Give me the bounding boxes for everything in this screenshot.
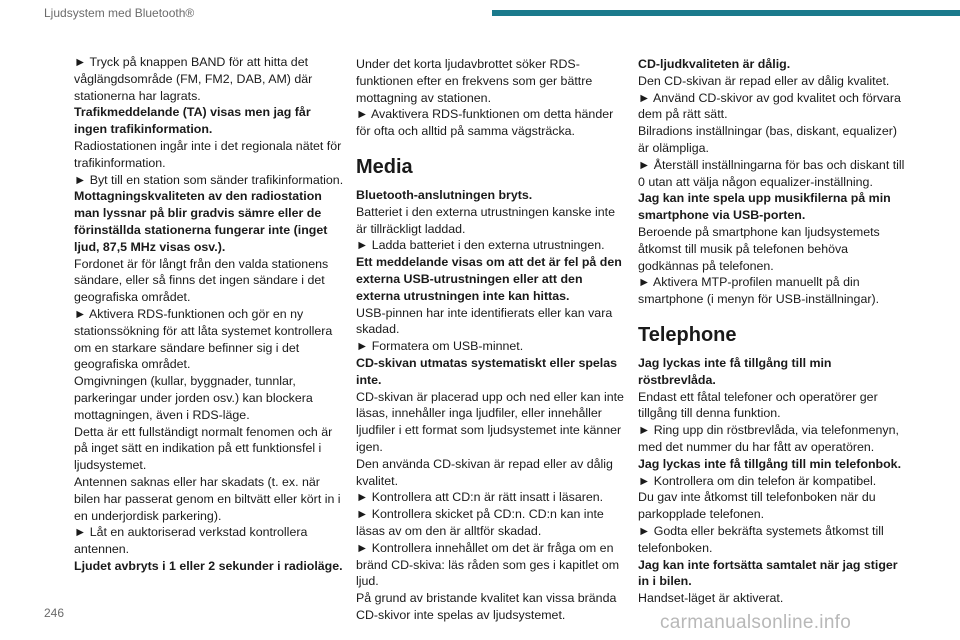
bold-paragraph: CD-skivan utmatas systematiskt eller spelas inte. xyxy=(356,355,618,387)
column-3 xyxy=(638,56,908,607)
section-heading-media: Media xyxy=(356,155,413,178)
bold-paragraph: CD-ljudkvaliteten är dålig. xyxy=(638,57,791,71)
section-heading-telephone: Telephone xyxy=(638,323,737,346)
column-3-body xyxy=(638,355,908,607)
bold-paragraph: Ljudet avbryts i 1 eller 2 sekunder i radioläge. xyxy=(74,558,343,573)
paragraph: Den använda CD-skivan är repad eller av dålig kvalitet. xyxy=(356,456,613,488)
bold-paragraph: Trafikmeddelande (TA) visas men jag får ingen trafikinformation. xyxy=(74,105,311,137)
watermark: carmanualsonline.info xyxy=(660,612,852,633)
paragraph: ► Kontrollera innehållet om det är fråga om en bränd CD-skiva: läs råden som ges i kapitlet om ljud. xyxy=(356,540,620,589)
paragraph: ► Formatera om USB-minnet. xyxy=(356,339,524,354)
bold-paragraph: Jag kan inte spela upp musikfilerna på min smartphone via USB-porten. xyxy=(638,191,891,223)
column-2-body xyxy=(356,187,624,624)
column-1-text xyxy=(74,54,344,575)
paragraph: ► Ladda batteriet i den externa utrustningen. xyxy=(356,238,605,253)
paragraph: Handset-läget är aktiverat. xyxy=(638,591,784,606)
paragraph: ► Låt en auktoriserad verkstad kontrollera antennen. xyxy=(74,525,308,557)
paragraph: Den CD-skivan är repad eller av dålig kvalitet. xyxy=(638,73,890,88)
bold-paragraph: Ett meddelande visas om att det är fel på den externa USB-utrustningen eller att den externa utrustningen inte kan hittas. xyxy=(356,255,622,303)
paragraph: ► Kontrollera om din telefon är kompatibel. xyxy=(638,473,877,488)
bold-paragraph: Jag lyckas inte få tillgång till min telefonbok. xyxy=(638,456,902,471)
paragraph: ► Återställ inställningarna för bas och diskant till 0 utan att välja någon equalizer-inställning. xyxy=(638,157,905,189)
paragraph: ► Aktivera MTP-profilen manuellt på din smartphone (i menyn för USB-inställningar). xyxy=(638,275,880,307)
paragraph: ► Kontrollera att CD:n är rätt insatt i läsaren. xyxy=(356,490,604,505)
paragraph: Du gav inte åtkomst till telefonboken när du parkopplade telefonen. xyxy=(638,490,876,522)
paragraph: ► Tryck på knappen BAND för att hitta det våglängdsområde (FM, FM2, DAB, AM) där stationerna har lagrats. xyxy=(74,55,313,103)
column-1 xyxy=(74,54,344,575)
paragraph: Beroende på smartphone kan ljudsystemets åtkomst till musik på telefonen behöva godkännas på telefonen. xyxy=(638,224,880,273)
bold-paragraph: Jag lyckas inte få tillgång till min röstbrevlåda. xyxy=(638,355,832,387)
paragraph: ► Avaktivera RDS-funktionen om detta händer för ofta och alltid på samma vägsträcka. xyxy=(356,107,614,139)
bold-paragraph: Jag kan inte fortsätta samtalet när jag stiger in i bilen. xyxy=(638,557,898,589)
paragraph: Omgivningen (kullar, byggnader, tunnlar, parkeringar under jorden osv.) kan blockera mottagningen, även i RDS-läge. xyxy=(74,374,313,422)
paragraph: ► Godta eller bekräfta systemets åtkomst till telefonboken. xyxy=(638,523,884,555)
paragraph: Detta är ett fullständigt normalt fenomen och är på inget sätt en indikation på ett funktionsfel i ljudsystemet. xyxy=(74,424,333,473)
paragraph: ► Kontrollera skicket på CD:n. CD:n kan inte läsas av om den är alltför skadad. xyxy=(356,507,604,538)
paragraph: Radiostationen ingår inte i det regionala nätet för trafikinformation. xyxy=(74,138,342,170)
bold-paragraph: Mottagningskvaliteten av den radiostation man lyssnar på blir gradvis sämre eller de förinställda stationerna fungerar inte (inget ljud, 87,5 MHz visas osv.). xyxy=(74,189,328,254)
paragraph: USB-pinnen har inte identifierats eller kan vara skadad. xyxy=(356,305,613,337)
paragraph: ► Byt till en station som sänder trafikinformation. xyxy=(74,172,344,187)
paragraph: Antennen saknas eller har skadats (t. ex. när bilen har passerat genom en biltvätt eller kört in i en underjordisk parkering). xyxy=(74,474,341,523)
paragraph: Bilradions inställningar (bas, diskant, equalizer) är olämpliga. xyxy=(638,124,897,155)
page-number: 246 xyxy=(44,606,65,620)
paragraph: Fordonet är för långt från den valda stationens sändare, eller så finns det ingen sändare i det geografiska området. xyxy=(74,256,329,305)
column-2-intro xyxy=(356,56,624,140)
header-accent-bar xyxy=(492,10,960,16)
paragraph: CD-skivan är placerad upp och ned eller kan inte läsas, innehåller inga ljudfiler, eller innehåller ljudfiler i ett format som ljudsystemet inte känner igen. xyxy=(356,389,624,454)
bold-paragraph: Bluetooth-anslutningen bryts. xyxy=(356,187,533,202)
paragraph: ► Ring upp din röstbrevlåda, via telefonmenyn, med det nummer du har fått av operatören. xyxy=(638,423,899,454)
column-2 xyxy=(356,56,624,624)
column-3-intro xyxy=(638,56,908,308)
paragraph: Under det korta ljudavbrottet söker RDS-funktionen efter en frekvens som ger bättre mottagning av stationen. xyxy=(356,57,593,105)
header-title: Ljudsystem med Bluetooth® xyxy=(44,6,195,20)
paragraph: På grund av bristande kvalitet kan vissa brända CD-skivor inte spelas av ljudsystemet. xyxy=(356,591,617,622)
paragraph: ► Använd CD-skivor av god kvalitet och förvara dem på rätt sätt. xyxy=(638,90,901,122)
paragraph: Endast ett fåtal telefoner och operatörer ger tillgång till denna funktion. xyxy=(638,389,878,421)
paragraph: Batteriet i den externa utrustningen kanske inte är tillräckligt laddad. xyxy=(356,204,615,236)
paragraph: ► Aktivera RDS-funktionen och gör en ny stationssökning för att låta systemet kontrollera om en starkare sändare befinner sig i det geografiska området. xyxy=(74,306,333,372)
